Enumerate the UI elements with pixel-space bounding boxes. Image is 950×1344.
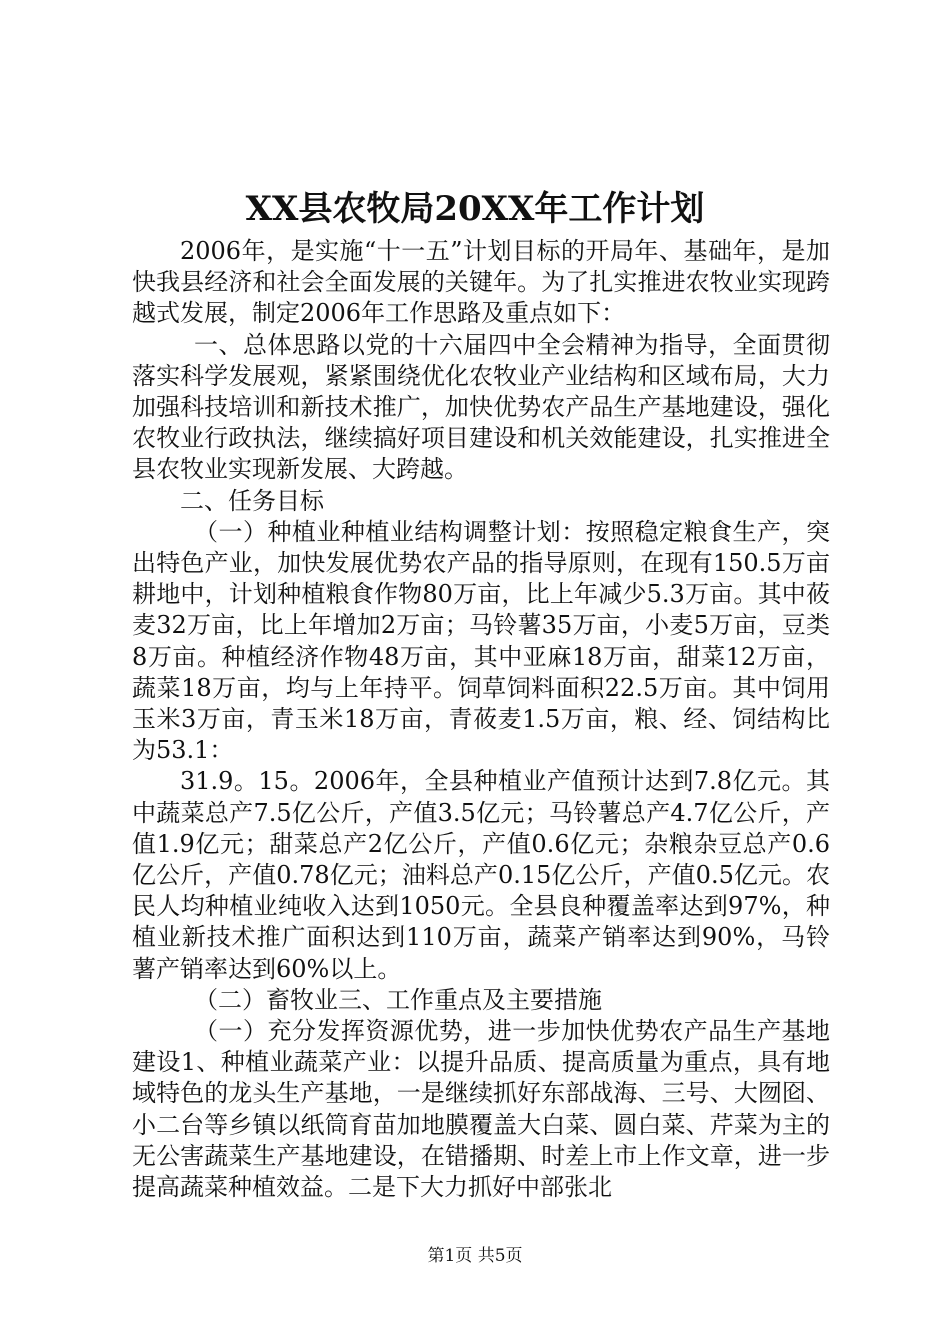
paragraph-output-targets: 31.9。15。2006年，全县种植业产值预计达到7.8亿元。其中蔬菜总产7.5亿公斤，产值3.5亿元；马铃薯总产4.7亿公斤，产值1.9亿元；甜菜总产2亿公斤，产值0.6亿元；杂粮杂豆总产0.6亿公斤，产值0.78亿元；油料总产0.15亿公斤，产值0.5亿元。农民人均种植业纯收入达到1050元。全县良种覆盖率达到97%，种植业新技术推广面积达到110万亩，蔬菜产销率达到90%，马铃薯产销率达到60%以上。 bbox=[132, 767, 830, 983]
page-number-footer: 第1页 共5页 bbox=[427, 1246, 523, 1266]
section-heading-task-goals: 二、任务目标 bbox=[180, 486, 324, 515]
paragraph-planting-plan: （一）种植业种植业结构调整计划：按照稳定粮食生产，突出特色产业，加快发展优势农产品的指导原则，在现有150.5万亩耕地中，计划种植粮食作物80万亩，比上年减少5.3万亩。其中莜麦32万亩，比上年增加2万亩；马铃薯35万亩，小麦5万亩，豆类8万亩。种植经济作物48万亩，其中亚麻18万亩，甜菜12万亩，蔬菜18万亩，均与上年持平。饲草饲料面积22.5万亩。其中饲用玉米3万亩，青玉米18万亩，青莜麦1.5万亩，粮、经、饲结构比为53.1： bbox=[132, 517, 830, 765]
document-title: XX县农牧局20XX年工作计划 bbox=[245, 189, 705, 229]
paragraph-key-measures: （一）充分发挥资源优势，进一步加快优势农产品生产基地建设1、种植业蔬菜产业：以提升品质、提高质量为重点，具有地域特色的龙头生产基地，一是继续抓好东部战海、三号、大囫囵、小二台等乡镇以纸筒育苗加地膜覆盖大白菜、圆白菜、芹菜为主的无公害蔬菜生产基地建设，在错播期、时差上市上作文章，进一步提高蔬菜种植效益。二是下大力抓好中部张北 bbox=[132, 1017, 830, 1202]
section-heading-livestock: （二）畜牧业三、工作重点及主要措施 bbox=[194, 985, 602, 1014]
document-body bbox=[132, 236, 830, 1203]
paragraph-intro: 2006年，是实施“十一五”计划目标的开局年、基础年，是加快我县经济和社会全面发展的关键年。为了扎实推进农牧业实现跨越式发展，制定2006年工作思路及重点如下： bbox=[132, 237, 830, 328]
paragraph-overall-approach: 一、总体思路以党的十六届四中全会精神为指导，全面贯彻落实科学发展观，紧紧围绕优化农牧业产业结构和区域布局，大力加强科技培训和新技术推广，加快优势农产品生产基地建设，强化农牧业行政执法，继续搞好项目建设和机关效能建设，扎实推进全县农牧业实现新发展、大跨越。 bbox=[132, 330, 830, 484]
